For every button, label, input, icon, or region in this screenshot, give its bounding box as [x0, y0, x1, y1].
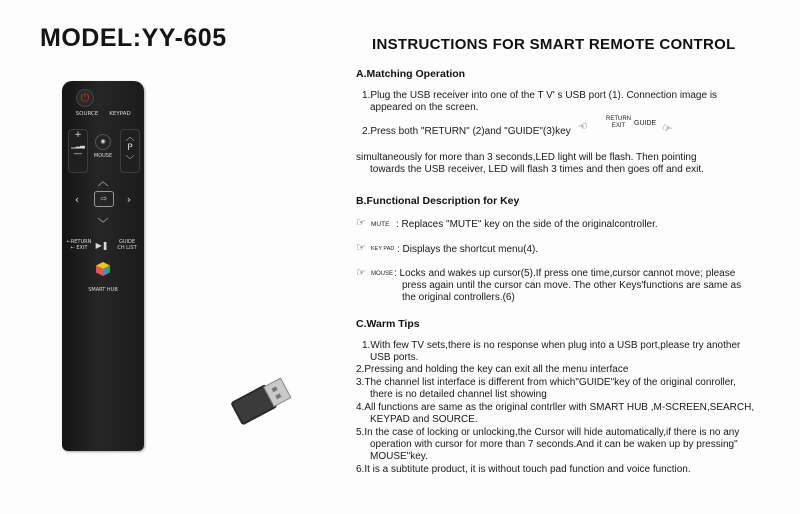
volume-minus-label: — — [73, 149, 83, 159]
channel-up-icon: ︿ — [125, 133, 135, 143]
power-icon: ⏻ — [76, 89, 94, 107]
pointing-hand-icon-2: ☞ — [659, 121, 674, 137]
tip-4a: 4.All functions are same as the original contrller with SMART HUB ,M-SCREEN,SEARCH, — [356, 402, 755, 413]
return-label: ←RETURN — [66, 239, 92, 245]
return-key-text: RETURN — [606, 116, 631, 122]
instructions-title: INSTRUCTIONS FOR SMART REMOTE CONTROL — [372, 36, 736, 53]
model-title: MODEL:YY-605 — [40, 24, 227, 52]
remote-control-image — [62, 81, 144, 451]
guide-chlist-label — [114, 239, 140, 251]
tip-5b: operation with cursor for more than 7 seconds.And it can be waken up by pressing" — [370, 439, 738, 450]
arrow-up-icon: ︿ — [97, 175, 109, 188]
volume-plus-label: + — [74, 130, 82, 140]
section-a-heading: A.Matching Operation — [356, 68, 466, 80]
arrow-right-icon: › — [126, 193, 132, 206]
channel-p-label: P — [127, 143, 133, 153]
section-a-line3: simultaneously for more than 3 seconds,LED light will be flash. Then pointing — [356, 152, 697, 163]
tip-1b: USB ports. — [370, 352, 419, 363]
keypad-hand-icon: ☞ — [356, 242, 366, 254]
smart-hub-label: SMART HUB — [88, 287, 118, 293]
mouse-button-label: MOUSE — [93, 153, 113, 159]
usb-receiver-image — [226, 371, 295, 432]
section-b-heading: B.Functional Description for Key — [356, 195, 520, 207]
play-pause-icon: ▶❚ — [95, 241, 109, 250]
keypad-key-text: KEY PAD — [371, 246, 395, 252]
channel-down-icon: ﹀ — [125, 156, 135, 166]
section-a-line3b: towards the USB receiver, LED will flash 3 times and then goes off and exit. — [370, 164, 704, 175]
section-a-line1: 1.Plug the USB receiver into one of the T V' s USB port (1). Connection image is — [362, 90, 718, 101]
volume-rocker — [68, 129, 88, 173]
mouse-description-1: : Locks and wakes up cursor(5).If press one time,cursor cannot move; please — [394, 268, 736, 279]
keypad-button-label: KEYPAD — [109, 111, 131, 117]
keypad-description: : Displays the shortcut menu(4). — [397, 244, 539, 255]
tip-4b: KEYPAD and SOURCE. — [370, 414, 478, 425]
smart-hub-icon — [95, 261, 111, 277]
guide-label: GUIDE — [118, 239, 136, 245]
tip-5c: MOUSE"key. — [370, 451, 428, 462]
tip-1a: 1.With few TV sets,there is no response when plug into a USB port,please try another — [362, 340, 741, 351]
mute-key-text: MUTE — [371, 221, 390, 228]
mouse-key-text: MOUSE — [371, 271, 394, 277]
section-a-line1b: appeared on the screen. — [370, 102, 479, 113]
guide-key-text: GUIDE — [634, 120, 657, 127]
mute-hand-icon: ☞ — [356, 217, 366, 229]
channel-rocker — [120, 129, 140, 173]
tip-3a: 3.The channel list interface is different from which"GUIDE"key of the original conroller, — [356, 377, 736, 388]
mute-description: : Replaces "MUTE" key on the side of the originalcontroller. — [396, 219, 658, 230]
tip-3b: there is no detailed channel list showing — [370, 389, 547, 400]
arrow-left-icon: ‹ — [74, 193, 80, 206]
mouse-button-icon: ◉ — [95, 134, 111, 150]
mouse-description-3: the original controllers.(6) — [402, 292, 515, 303]
mouse-hand-icon: ☞ — [356, 267, 366, 279]
volume-bars-icon: ▁▂▃ — [71, 142, 85, 149]
tip-2: 2.Pressing and holding the key can exit all the menu interface — [356, 364, 629, 375]
center-select-icon: ⇨ — [94, 191, 114, 207]
source-button-label: SOURCE — [75, 111, 99, 117]
exit-key-text: EXIT — [611, 123, 626, 129]
tip-6: 6.It is a subtitute product, it is without touch pad function and voice function. — [356, 464, 691, 475]
mouse-description-2: press again until the cursor can move. The other Keys'functions are same as — [402, 280, 742, 291]
chlist-label: CH LIST — [117, 245, 137, 251]
arrow-down-icon: ﹀ — [97, 217, 109, 230]
pointing-hand-icon: ☜ — [576, 119, 590, 135]
return-exit-key-icon — [606, 116, 631, 130]
return-exit-label — [66, 239, 92, 251]
section-c-heading: C.Warm Tips — [356, 318, 420, 330]
section-a-line2: 2.Press both "RETURN" (2)and "GUIDE"(3)key — [362, 126, 571, 137]
exit-label: ← EXIT — [70, 245, 88, 251]
tip-5a: 5.In the case of locking or unlocking,the Cursor will hide automatically,if there is no any — [356, 427, 740, 438]
